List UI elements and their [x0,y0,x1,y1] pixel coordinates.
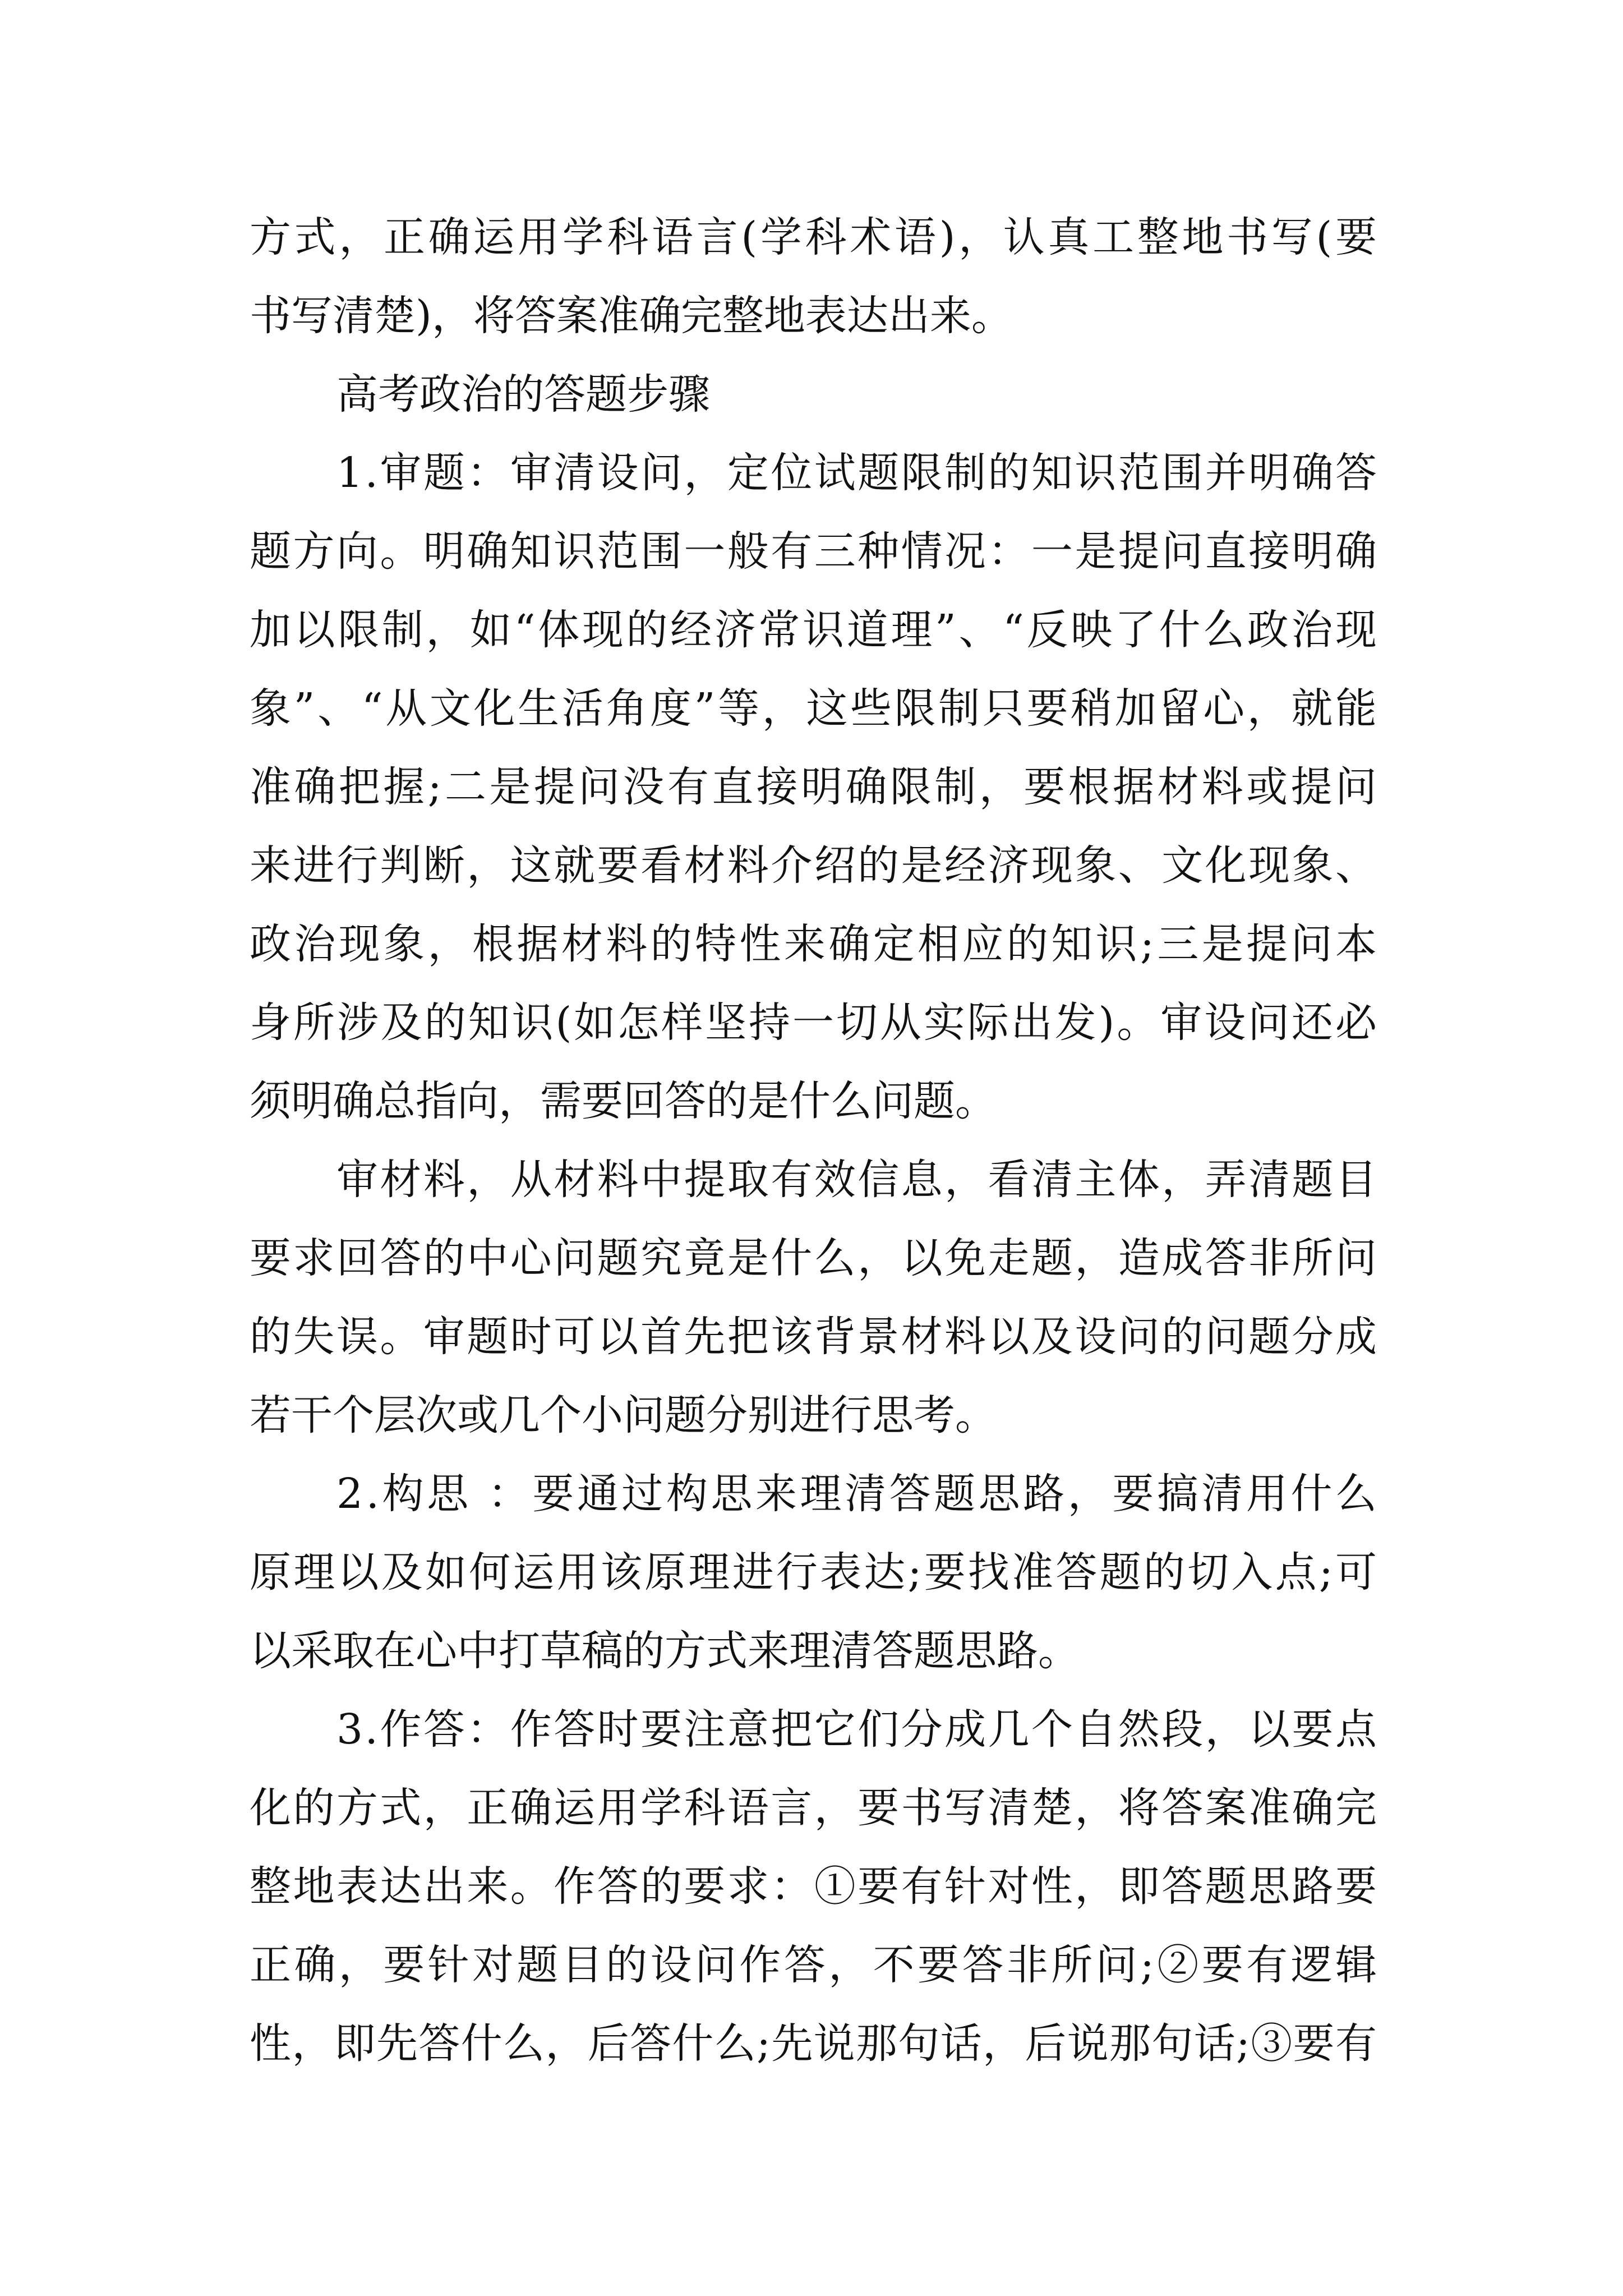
text-line: 以采取在心中打草稿的方式来理清答题思路。 [250,1627,1080,1675]
text-line: 加以限制，如“体现的经济常识道理”、“反映了什么政治现 [250,606,1380,654]
text-line: 来进行判断，这就要看材料介绍的是经济现象、文化现象、 [250,841,1379,890]
text-line: 正确，要针对题目的设问作答，不要答非所问;②要有逻辑 [250,1941,1380,1989]
text-line: 政治现象，根据材料的特性来确定相应的知识;三是提问本 [250,920,1380,968]
text-line: 审材料，从材料中提取有效信息，看清主体，弄清题目 [336,1156,1379,1204]
text-line: 要求回答的中心问题究竟是什么，以免走题，造成答非所问 [250,1234,1379,1282]
text-line: 若干个层次或几个小问题分别进行思考。 [250,1391,997,1439]
text-line: 1.审题：审清设问，定位试题限制的知识范围并明确答 [336,449,1379,497]
text-line: 象”、“从文化生活角度”等，这些限制只要稍加留心，就能 [250,684,1380,733]
text-line: 题方向。明确知识范围一般有三种情况：一是提问直接明确 [250,527,1379,576]
text-line: 身所涉及的知识(如怎样坚持一切从实际出发)。审设问还必 [250,999,1379,1047]
text-line: 准确把握;二是提问没有直接明确限制，要根据材料或提问 [250,763,1380,811]
text-line: 的失误。审题时可以首先把该背景材料以及设问的问题分成 [250,1313,1379,1361]
text-line: 性，即先答什么，后答什么;先说那句话，后说那句话;③要有 [250,2019,1378,2068]
text-line: 整地表达出来。作答的要求：①要有针对性，即答题思路要 [250,1862,1379,1911]
text-line: 须明确总指向，需要回答的是什么问题。 [250,1077,997,1125]
section-heading: 高考政治的答题步骤 [336,370,710,418]
text-line: 2.构思 ：要通过构思来理清答题思路，要搞清用什么 [336,1470,1380,1518]
text-line: 3.作答：作答时要注意把它们分成几个自然段，以要点 [336,1705,1379,1754]
text-line: 原理以及如何运用该原理进行表达;要找准答题的切入点;可 [250,1548,1380,1596]
text-line: 方式，正确运用学科语言(学科术语)，认真工整地书写(要 [250,213,1380,261]
text-line: 书写清楚)，将答案准确完整地表达出来。 [250,292,1013,340]
text-line: 化的方式，正确运用学科语言，要书写清楚，将答案准确完 [250,1784,1379,1832]
